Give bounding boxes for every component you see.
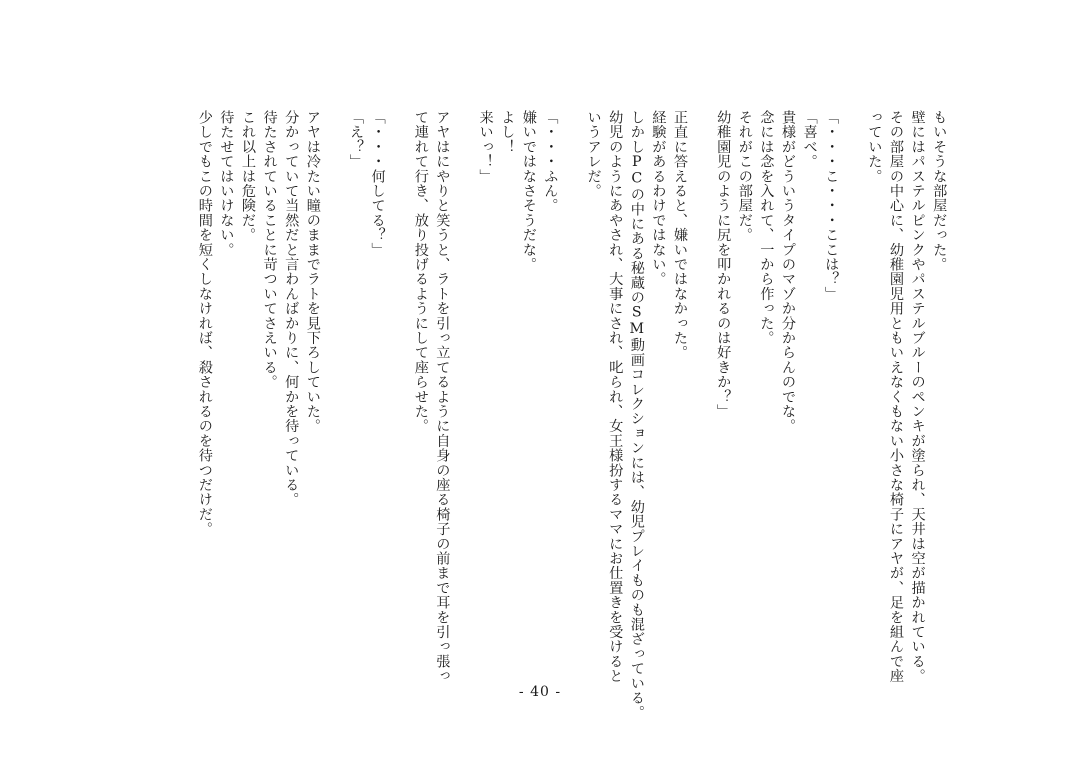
text-line: 待たせてはいけない。 — [218, 110, 235, 257]
text-line: アヤは冷たい瞳のままでラトを見下ろしていた。 — [304, 110, 321, 434]
text-line: いうアレだ。 — [585, 110, 602, 199]
text-line: 来いっ！」 — [477, 110, 494, 184]
text-line: 幼稚園児のように尻を叩かれるのは好きか？」 — [715, 110, 732, 419]
text-line: 「・・・ふん。 — [542, 110, 559, 213]
text-line: 「喜べ。 — [801, 110, 818, 169]
text-line: 分かっていて当然だと言わんばかりに、何かを待っている。 — [283, 110, 300, 507]
text-line: 少しでもこの時間を短くしなければ、殺されるのを待つだけだ。 — [196, 110, 213, 537]
text-line: その部屋の中心に、幼稚園児用ともいえなくもない小さな椅子にアヤが、足を組んで座 — [888, 110, 904, 684]
text-line: これ以上は危険だ。 — [240, 110, 256, 243]
text-line: 「え？」 — [348, 110, 364, 169]
text-line: 正直に答えると、嫌いではなかった。 — [672, 110, 688, 360]
text-line: て連れて行き、放り投げるようにして座らせた。 — [412, 110, 429, 434]
text-line: もいそうな部屋だった。 — [931, 110, 948, 272]
text-line: 嫌いではなさそうだな。 — [520, 110, 537, 272]
text-line: 幼児のようにあやされ、大事にされ、叱られ、女王様扮するママにお仕置きを受けると — [607, 110, 624, 684]
text-line: 念には念を入れて、一から作った。 — [758, 110, 775, 346]
text-line: アヤはにやりと笑うと、ラトを引っ立てるように自身の座る椅子の前まで耳を引っ張っ — [434, 110, 451, 684]
page-number: - 40 - — [518, 684, 562, 700]
text-line: 「・・・何してる？」 — [369, 110, 386, 257]
text-line: よし！ — [499, 110, 516, 155]
text-line: 経験があるわけではない。 — [650, 110, 667, 287]
text-line: 待たされていることに苛ついてさえいる。 — [261, 110, 278, 390]
text-line: しかしPCの中にある秘蔵のSM動画コレクションには、幼児プレイものも混ざっている。 — [628, 110, 645, 720]
text-line: それがこの部屋だ。 — [736, 110, 753, 243]
text-line: っていた。 — [866, 110, 883, 184]
text-line: 壁にはパステルピンクやパステルブルーのペンキが塗られ、天井は空が描かれている。 — [909, 110, 926, 684]
text-line: 「・・・こ・・・ここは？」 — [823, 110, 840, 302]
text-line: 貴様がどういうタイプのマゾか分からんのでな。 — [780, 110, 796, 434]
